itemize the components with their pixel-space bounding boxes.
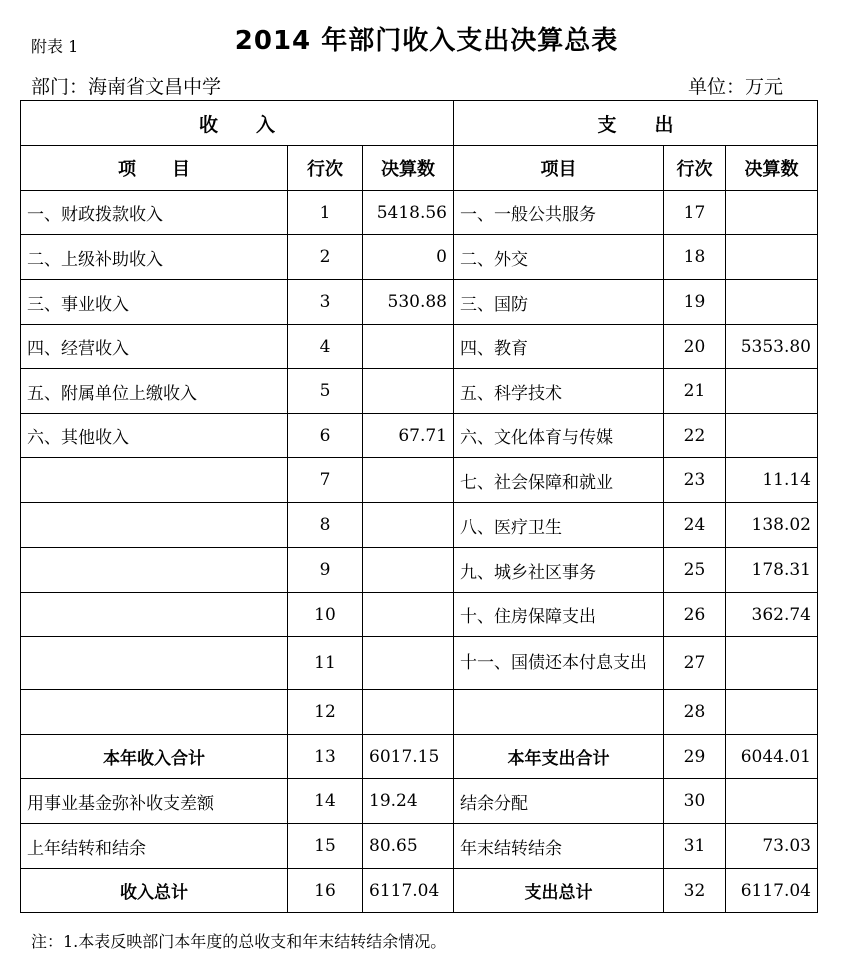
income-item: 六、其他收入 [21, 414, 288, 458]
income-row-no: 10 [288, 593, 363, 637]
income-amount [363, 503, 454, 548]
expense-amount: 11.14 [726, 458, 818, 503]
department-label: 部门：海南省文昌中学 [31, 76, 222, 98]
income-amount: 0 [363, 235, 454, 280]
income-item: 五、附属单位上缴收入 [21, 369, 288, 414]
col-header-income-item: 项 目 [21, 146, 288, 191]
table-row [21, 824, 818, 869]
section-header-row [21, 101, 818, 146]
income-row-no: 15 [288, 824, 363, 869]
expense-row-no: 21 [664, 369, 726, 414]
expense-item: 六、文化体育与传媒 [454, 414, 664, 458]
income-item: 一、财政拨款收入 [21, 191, 288, 235]
expense-amount: 362.74 [726, 593, 818, 637]
income-item: 三、事业收入 [21, 280, 288, 325]
expense-row-no: 24 [664, 503, 726, 548]
income-item [21, 637, 288, 690]
expense-row-no: 32 [664, 869, 726, 913]
income-row-no: 6 [288, 414, 363, 458]
expense-amount: 6117.04 [726, 869, 818, 913]
appendix-label: 附表 1 [31, 37, 79, 56]
income-amount [363, 637, 454, 690]
expense-item: 三、国防 [454, 280, 664, 325]
expense-row-no: 23 [664, 458, 726, 503]
income-amount [363, 548, 454, 593]
income-amount: 19.24 [363, 779, 454, 824]
table-row [21, 325, 818, 369]
table-row [21, 779, 818, 824]
income-row-no: 1 [288, 191, 363, 235]
income-amount: 80.65 [363, 824, 454, 869]
expense-item: 年末结转结余 [454, 824, 664, 869]
expense-amount [726, 779, 818, 824]
income-amount: 6017.15 [363, 735, 454, 779]
income-amount [363, 690, 454, 735]
expense-row-no: 26 [664, 593, 726, 637]
expense-amount [726, 414, 818, 458]
expense-row-no: 19 [664, 280, 726, 325]
income-row-no: 16 [288, 869, 363, 913]
table-row [21, 593, 818, 637]
expense-amount [726, 637, 818, 690]
expense-total-label: 支出总计 [454, 869, 664, 913]
income-row-no: 4 [288, 325, 363, 369]
expense-amount: 138.02 [726, 503, 818, 548]
income-item: 二、上级补助收入 [21, 235, 288, 280]
expense-amount [726, 280, 818, 325]
income-row-no: 3 [288, 280, 363, 325]
expense-amount [726, 369, 818, 414]
expense-row-no: 17 [664, 191, 726, 235]
table-row [21, 548, 818, 593]
expense-item: 九、城乡社区事务 [454, 548, 664, 593]
col-header-income-row-no: 行次 [288, 146, 363, 191]
income-item [21, 690, 288, 735]
expense-row-no: 18 [664, 235, 726, 280]
income-amount: 5418.56 [363, 191, 454, 235]
expense-amount: 73.03 [726, 824, 818, 869]
income-row-no: 7 [288, 458, 363, 503]
table-row [21, 369, 818, 414]
income-item [21, 548, 288, 593]
table-row [21, 414, 818, 458]
expense-item: 一、一般公共服务 [454, 191, 664, 235]
income-row-no: 8 [288, 503, 363, 548]
income-item: 用事业基金弥补收支差额 [21, 779, 288, 824]
footnote: 注：1.本表反映部门本年度的总收支和年末结转结余情况。 [31, 932, 447, 951]
income-item: 上年结转和结余 [21, 824, 288, 869]
expense-row-no: 30 [664, 779, 726, 824]
income-row-no: 5 [288, 369, 363, 414]
income-row-no: 13 [288, 735, 363, 779]
table-row [21, 503, 818, 548]
expense-row-no: 22 [664, 414, 726, 458]
table-row [21, 191, 818, 235]
expense-item: 八、医疗卫生 [454, 503, 664, 548]
table-row [21, 637, 818, 690]
income-row-no: 2 [288, 235, 363, 280]
table-row [21, 458, 818, 503]
expense-item: 四、教育 [454, 325, 664, 369]
income-total-label: 收入总计 [21, 869, 288, 913]
income-subtotal-label: 本年收入合计 [21, 735, 288, 779]
expense-amount [726, 690, 818, 735]
subtotal-row [21, 735, 818, 779]
expense-row-no: 27 [664, 637, 726, 690]
income-amount [363, 458, 454, 503]
expense-amount: 178.31 [726, 548, 818, 593]
expense-row-no: 28 [664, 690, 726, 735]
col-header-expense-row-no: 行次 [664, 146, 726, 191]
expense-amount: 5353.80 [726, 325, 818, 369]
expense-item: 七、社会保障和就业 [454, 458, 664, 503]
income-section-header: 收 入 [21, 101, 454, 146]
table-row [21, 690, 818, 735]
table-row [21, 280, 818, 325]
expense-amount: 6044.01 [726, 735, 818, 779]
unit-label: 单位：万元 [688, 76, 784, 98]
income-amount: 67.71 [363, 414, 454, 458]
col-header-expense-item: 项目 [454, 146, 664, 191]
col-header-expense-amount: 决算数 [726, 146, 818, 191]
expense-item: 结余分配 [454, 779, 664, 824]
table-row [21, 235, 818, 280]
page-title: 2014 年部门收入支出决算总表 [234, 26, 619, 56]
income-item: 四、经营收入 [21, 325, 288, 369]
income-item [21, 458, 288, 503]
income-row-no: 9 [288, 548, 363, 593]
expense-item [454, 690, 664, 735]
total-row [21, 869, 818, 913]
column-header-row [21, 146, 818, 191]
income-row-no: 11 [288, 637, 363, 690]
income-amount: 6117.04 [363, 869, 454, 913]
budget-table [20, 100, 818, 913]
expense-section-header: 支 出 [454, 101, 818, 146]
expense-row-no: 25 [664, 548, 726, 593]
col-header-income-amount: 决算数 [363, 146, 454, 191]
income-item [21, 503, 288, 548]
expense-item: 十一、国债还本付息支出 [454, 637, 664, 690]
expense-amount [726, 235, 818, 280]
income-row-no: 12 [288, 690, 363, 735]
expense-row-no: 29 [664, 735, 726, 779]
income-amount: 530.88 [363, 280, 454, 325]
income-amount [363, 325, 454, 369]
expense-amount [726, 191, 818, 235]
expense-row-no: 20 [664, 325, 726, 369]
expense-item: 二、外交 [454, 235, 664, 280]
expense-item: 十、住房保障支出 [454, 593, 664, 637]
expense-subtotal-label: 本年支出合计 [454, 735, 664, 779]
income-amount [363, 369, 454, 414]
income-item [21, 593, 288, 637]
income-amount [363, 593, 454, 637]
expense-row-no: 31 [664, 824, 726, 869]
income-row-no: 14 [288, 779, 363, 824]
expense-item: 五、科学技术 [454, 369, 664, 414]
